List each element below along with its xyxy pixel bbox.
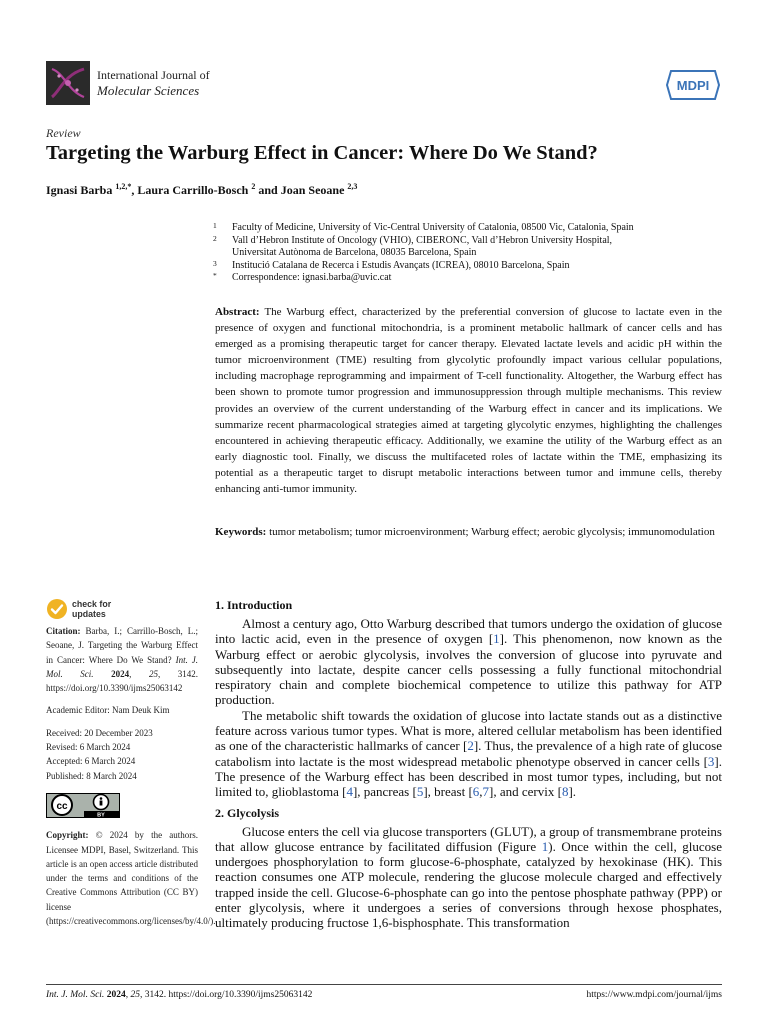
author-name: Laura Carrillo-Bosch <box>137 183 249 197</box>
keywords-label: Keywords: <box>215 526 267 538</box>
section-heading-introduction: 1. Introduction <box>215 598 293 612</box>
body-paragraph <box>215 616 722 708</box>
citation-block: Citation: Barba, I.; Carrillo-Bosch, L.; Seoane, J. Targeting the Warburg Effect in Cancer: Where Do We Stand? Int. J. Mol. Sci. 2024, 25, 3142. https://doi.org/10.3390/ijms25063142 <box>46 626 199 694</box>
citation-reference-link[interactable]: 5 <box>416 784 424 800</box>
footer-year: 2024 <box>106 990 126 1000</box>
footer-volume: 25 <box>130 990 140 1000</box>
copyright-text: © 2024 by the authors. Licensee MDPI, Basel, Switzerland. This article is an open access article distributed under the terms and conditions of the Creative Commons Attribution (CC BY) license (https://creativecommons.org/licenses/by/4.0/). <box>46 830 216 927</box>
author-affiliation-marker: 2 <box>251 182 256 191</box>
published-date: Published: 8 March 2024 <box>46 770 137 781</box>
article-type: Review <box>46 126 81 140</box>
paragraph-text: ], breast [ <box>423 784 473 800</box>
citation-journal: Int. J. Mol. Sci. <box>46 654 199 679</box>
paragraph-text: The metabolic shift towards the oxidation of glucose into lactate stands out as a distinctive feature across various tumor types. What is more, altered cellular metabolism has been identified as one of the characteristic hallmarks of cancer [ <box>215 707 722 754</box>
affiliation-item <box>213 260 723 273</box>
footer-doi[interactable]: , 3142. https://doi.org/10.3390/ijms25063142 <box>139 990 313 1000</box>
journal-logo-icon <box>46 61 90 105</box>
affiliation-number: 2 <box>213 233 217 243</box>
check-for-updates-line2: updates <box>72 609 106 619</box>
cc-by-label: BY <box>97 812 105 818</box>
affiliation-line: Universitat Autònoma de Barcelona, 08035 Barcelona, Spain <box>232 247 477 259</box>
affiliation-number: 3 <box>213 258 217 268</box>
academic-editor: Academic Editor: Nam Deuk Kim <box>46 705 170 716</box>
dates-block <box>46 726 198 783</box>
citation-doi[interactable]: , 3142. https://doi.org/10.3390/ijms25063142 <box>46 668 198 694</box>
check-for-updates-icon <box>46 598 68 620</box>
citation-volume: 25 <box>148 668 158 679</box>
revised-date: Revised: 6 March 2024 <box>46 742 131 753</box>
abstract <box>215 304 722 497</box>
footer-journal-url[interactable]: https://www.mdpi.com/journal/ijms <box>586 990 722 1000</box>
author-affiliation-marker: 2,3 <box>347 182 358 191</box>
check-for-updates-line1: check for <box>72 599 112 609</box>
journal-name-line1: International Journal of <box>97 68 210 82</box>
author-separator: and <box>255 183 281 197</box>
body-paragraph <box>215 708 722 800</box>
paragraph-text: ]. <box>568 784 577 800</box>
affiliation-number: 1 <box>213 221 217 230</box>
citation-reference-link[interactable]: 7 <box>482 784 490 800</box>
citation-label: Citation: <box>46 626 81 636</box>
footer-rule <box>46 984 722 985</box>
article-title: Targeting the Warburg Effect in Cancer: Where Do We Stand? <box>46 142 598 164</box>
article-body <box>215 598 722 931</box>
citation-reference-link[interactable]: 4 <box>346 784 353 800</box>
paragraph-text: ], pancreas [ <box>352 784 417 800</box>
correspondence-line: Correspondence: ignasi.barba@uvic.cat <box>232 272 392 284</box>
author-affiliation-marker: 1,2,* <box>115 182 132 191</box>
affiliation-line: Institució Catalana de Recerca i Estudis Avançats (ICREA), 08010 Barcelona, Spain <box>232 259 570 271</box>
paragraph-text: ]. Thus, the prevalence of a high rate of glucose catabolism into lactate is the most widespread metabolic phenotype observed in cancer cells [ <box>215 738 722 769</box>
affiliation-item <box>213 272 723 285</box>
accepted-date: Accepted: 6 March 2024 <box>46 756 136 767</box>
paragraph-text: ], and cervix [ <box>489 784 562 800</box>
citation-reference-link[interactable]: 1 <box>541 838 549 854</box>
footer-journal: Int. J. Mol. Sci. <box>46 990 105 1000</box>
paragraph-text: ]. This phenomenon, now known as the Warburg effect or aerobic glycolysis, involves the conversion of glucose into pyruvate and subsequently into lactate, despite cancer cells possessing a fully functional mitochondrial respiratory chain and complete biochemical competence to utilize this pathway for ATP production. <box>215 631 722 708</box>
paragraph-text: ]. The presence of the Warburg effect has been described in most tumor types, including, but not limited to, glioblastoma [ <box>215 753 722 800</box>
author-name: Ignasi Barba <box>46 183 113 197</box>
affiliation-item <box>213 235 723 260</box>
author-list <box>46 182 357 198</box>
abstract-label: Abstract: <box>215 306 260 318</box>
affiliation-line: Faculty of Medicine, University of Vic-Central University of Catalonia, 08500 Vic, Catalonia, Spain <box>232 222 634 233</box>
citation-year: 2024 <box>111 668 130 679</box>
footer-citation: Int. J. Mol. Sci. 2024, 25, 3142. https://doi.org/10.3390/ijms25063142 <box>46 990 313 1000</box>
copyright-block <box>46 828 216 928</box>
author-separator: , <box>131 183 138 197</box>
cc-by-license-icon[interactable] <box>46 793 120 818</box>
sidebar <box>46 598 216 936</box>
citation-reference-link[interactable]: 8 <box>561 784 569 800</box>
author-name: Joan Seoane <box>280 183 345 197</box>
abstract-text: The Warburg effect, characterized by the preferential conversion of glucose to lactate even in the presence of oxygen and functional mitochondria, is a prominent metabolic hallmark of cancer cells and has emerged as a promising therapeutic target for cancer therapy. Elevated lactate levels and acidic pH within the tumor microenvironment (TME) resulting from glycolytic profoundly impact various cellular populations, including macrophage reprogramming and impairment of T-cell functionality. Altogether, the Warburg effect has been shown to promote tumor progression and immunosuppression through multiple mechanisms. This review provides an overview of the current understanding of the Warburg effect in cancer and its implications. We summarize recent pharmacological strategies aimed at targeting glycolytic enzymes, highlighting the challenges encountered in achieving therapeutic efficacy. Additionally, we examine the utility of the Warburg effect as an early diagnostic tool. Finally, we discuss the multifaceted roles of lactate within the TME, emphasizing its potential as a therapeutic target to disrupt metabolic interactions between tumor and immune cells, thereby enhancing anti-tumor immunity. <box>215 306 722 496</box>
affiliation-number: * <box>213 271 217 281</box>
check-for-updates-button[interactable] <box>46 598 198 620</box>
svg-text:cc: cc <box>56 800 68 812</box>
mdpi-logo-icon <box>665 69 721 101</box>
body-paragraph <box>215 824 722 931</box>
citation-reference-link[interactable]: 3 <box>707 753 715 769</box>
citation-reference-link[interactable]: 1 <box>493 631 500 647</box>
journal-name-line2: Molecular Sciences <box>97 83 200 98</box>
citation-reference-link[interactable]: 6 <box>472 784 480 800</box>
section-heading-glycolysis: 2. Glycolysis <box>215 805 280 820</box>
editor-block <box>46 703 198 717</box>
keywords <box>215 524 722 540</box>
paragraph-text: , <box>479 784 483 800</box>
copyright-label: Copyright: <box>46 830 89 841</box>
journal-name <box>97 68 210 98</box>
paragraph-text: Glucose enters the cell via glucose transporters (GLUT), a group of transmembrane proteins that allow glucose entrance by facilitated diffusion (Figure <box>215 823 722 854</box>
keywords-text: tumor metabolism; tumor microenvironment; Warburg effect; aerobic glycolysis; immunomodulation <box>269 526 715 538</box>
affiliations <box>213 222 723 285</box>
affiliation-line: Vall d’Hebron Institute of Oncology (VHIO), CIBERONC, Vall d’Hebron University Hospital, <box>232 234 613 246</box>
citation-reference-link[interactable]: 2 <box>467 738 474 754</box>
publisher-name: MDPI <box>676 78 710 93</box>
received-date: Received: 20 December 2023 <box>46 727 153 738</box>
paragraph-text: Almost a century ago, Otto Warburg described that tumors undergo the oxidation of glucose into lactic acid, even in the presence of oxygen [ <box>215 616 722 647</box>
affiliation-item <box>213 222 723 235</box>
citation-text: Barba, I.; Carrillo-Bosch, L.; Seoane, J. Targeting the Warburg Effect in Cancer: Where Do We Stand? <box>46 626 199 665</box>
paragraph-text: ). Once within the cell, glucose undergoes phosphorylation to form glucose-6-phosphate, catalyzed by hexokinase (HK). This reaction consumes one ATP molecule, rendering the glucose molecule charged and effectively trapped inside the cell. Glucose-6-phosphate can go into the pentose phosphate pathway (PPP) or enter glycolysis, where it undergoes a series of conversions through hexose phosphates, ultimately producing fructose 1,6-bisphosphate. This transformation <box>215 838 722 931</box>
